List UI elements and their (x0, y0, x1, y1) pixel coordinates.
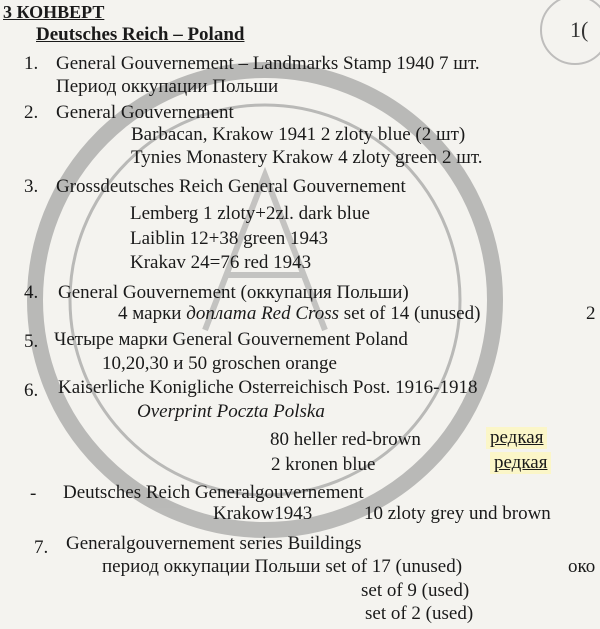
item-4-title: General Gouvernement (оккупация Польши) (58, 282, 409, 303)
item-4-line (118, 303, 480, 325)
item-6-number: 6. (24, 380, 39, 401)
item-4-number: 4. (24, 282, 39, 303)
item-7-title: Generalgouvernement series Buildings (66, 533, 362, 554)
item-7-line: set of 9 (used) (361, 580, 470, 601)
item-5-number: 5. (24, 331, 39, 352)
item-dash-line: Krakow1943 (213, 503, 313, 524)
page-mark: 1( (570, 17, 589, 42)
item-1-number: 1. (24, 53, 39, 74)
item-4-line-italic: доплата Red Cross (186, 303, 340, 324)
item-6-line: 80 heller red-brown (270, 429, 421, 450)
item-3-line: Krakav 24=76 red 1943 (130, 252, 312, 273)
item-6-line: Overprint Poczta Polska (137, 401, 325, 422)
item-7-number: 7. (34, 537, 49, 558)
item-7-line: период оккупации Польши set of 17 (unused) (102, 556, 463, 577)
item-2-line: Tynies Monastery Krakow 4 zloty green 2 шт. (131, 147, 483, 168)
item-3-number: 3. (24, 176, 39, 197)
item-3-line: Laiblin 12+38 green 1943 (130, 228, 329, 249)
item-4-line-pre: 4 марки (118, 303, 187, 324)
item-dash-line: 10 zloty grey und brown (364, 503, 551, 524)
item-1-line: Период оккупации Польши (56, 76, 279, 97)
item-2-title: General Gouvernement (56, 102, 234, 123)
item-4-edge-text: 2 (586, 303, 596, 324)
subtitle-heading: Deutsches Reich – Poland (36, 24, 245, 45)
item-3-title: Grossdeutsches Reich General Gouvernement (56, 176, 406, 197)
item-dash-marker: - (30, 483, 37, 504)
item-2-line: Barbacan, Krakow 1941 2 zloty blue (2 шт) (131, 124, 466, 145)
item-4-line-post: set of 14 (unused) (339, 303, 481, 324)
rare-tag: редкая (490, 452, 551, 474)
item-5-title: Четыре марки General Gouvernement Poland (54, 329, 408, 350)
item-6-title: Kaiserliche Konigliche Osterreichisch Post. 1916-1918 (58, 377, 478, 398)
item-3-line: Lemberg 1 zloty+2zl. dark blue (130, 203, 370, 224)
item-dash-title: Deutsches Reich Generalgouvernement (63, 482, 364, 503)
item-6-line: 2 kronen blue (271, 454, 376, 475)
item-2-number: 2. (24, 102, 39, 123)
rare-tag: редкая (486, 427, 547, 449)
item-5-line: 10,20,30 и 50 groschen orange (102, 353, 337, 374)
item-1-title: General Gouvernement – Landmarks Stamp 1940 7 шт. (56, 53, 480, 74)
item-7-line: set of 2 (used) (365, 603, 474, 624)
item-7-edge-text: око (568, 556, 596, 577)
envelope-heading: 3 КОНВЕРТ (3, 2, 105, 22)
